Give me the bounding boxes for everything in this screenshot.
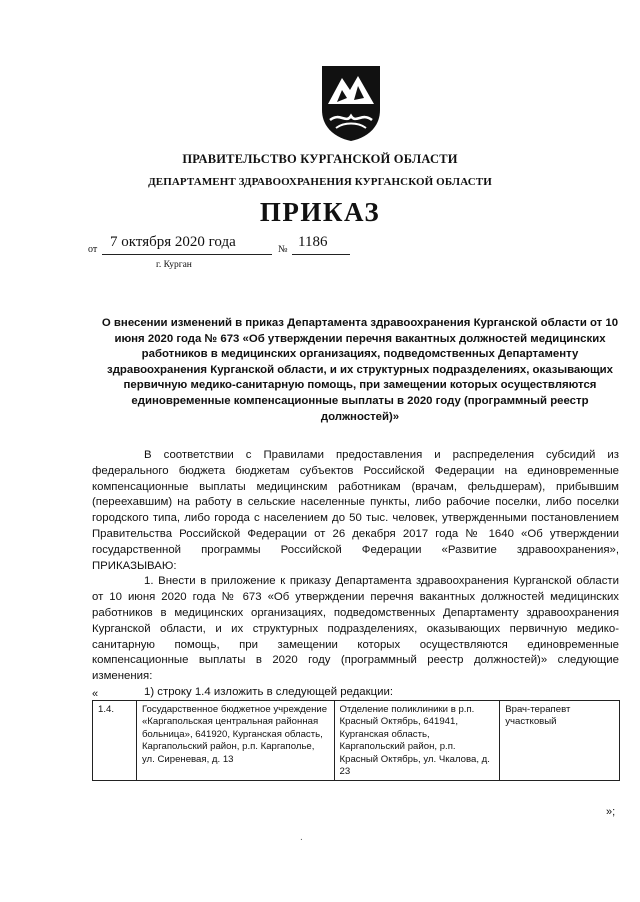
order-body xyxy=(92,448,619,701)
item-1-paragraph: 1. Внести в приложение к приказу Департамента здравоохранения Курганской области от 10 июня 2020 года № 673 «Об утверждении перечня вакантных должностей медицинских работников в медицинских организациях, подведомственных Департаменту здравоохранения Курганской области, и их структурных подразделениях, оказывающих первичную медико-санитарную помощь, при замещении которых осуществляются единовременные компенсационные выплаты в 2020 году (программный реестр должностей)» следующие изменения: xyxy=(92,575,619,683)
date-number-line xyxy=(88,236,388,260)
amendment-table xyxy=(92,700,620,781)
handwritten-number: 1186 xyxy=(298,234,328,250)
department-title: ДЕПАРТАМЕНТ ЗДРАВООХРАНЕНИЯ КУРГАНСКОЙ ОБЛАСТИ xyxy=(148,176,492,188)
number-underline xyxy=(292,254,350,255)
number-prefix: № xyxy=(278,244,288,255)
row-number-cell: 1.4. xyxy=(93,701,137,781)
government-title: ПРАВИТЕЛЬСТВО КУРГАНСКОЙ ОБЛАСТИ xyxy=(182,152,458,166)
coat-of-arms-icon xyxy=(320,64,382,142)
date-underline xyxy=(102,254,272,255)
organization-cell: Государственное бюджетное учреждение «Каргапольская центральная районная больница», 641920, Курганская область, Каргапольский район, р.п. Каргаполье, ул. Сиреневая, д. 13 xyxy=(136,701,334,781)
scan-mark: . xyxy=(300,832,303,843)
table-row xyxy=(93,701,620,781)
subdivision-cell: Отделение поликлиники в р.п. Красный Октябрь, 641941, Курганская область, Каргапольский район, р.п. Красный Октябрь, ул. Чкалова, д. 23 xyxy=(334,701,500,781)
order-subject: О внесении изменений в приказ Департамента здравоохранения Курганской области от 10 июня 2020 года № 673 «Об утверждении перечня вакантных должностей медицинских работников в медицинских организациях, подведомственных Департаменту здравоохранения Курганской области, и их структурных подразделениях, оказывающих первичную медико-санитарную помощь, при замещении которых осуществляются единовременные компенсационные выплаты в 2020 году (программный реестр должностей)» xyxy=(101,317,619,423)
position-cell: Врач-терапевт участковый xyxy=(500,701,620,781)
city-label: г. Курган xyxy=(156,260,192,270)
quote-close: »; xyxy=(606,806,616,818)
handwritten-date: 7 октября 2020 года xyxy=(110,234,236,250)
item-1-1-paragraph: 1) строку 1.4 изложить в следующей редакции: xyxy=(144,685,394,698)
date-prefix: от xyxy=(88,244,98,255)
preamble-paragraph: В соответствии с Правилами предоставления и распределения субсидий из федерального бюджета бюджетам субъектов Российской Федерации на единовременные компенсационные выплаты медицинским работникам (врачам, фельдшерам), прибывшим (переехавшим) на работу в сельские населенные пункты, либо рабочие поселки, либо поселки городского типа, либо города с населением до 50 тыс. человек, утвержденными постановлением Правительства Российской Федерации от 26 декабря 2017 года № 1640 «Об утверждении государственной программы Российской Федерации «Развитие здравоохранения», ПРИКАЗЫВАЮ: xyxy=(92,449,619,572)
document-type-title: ПРИКАЗ xyxy=(259,197,381,227)
quote-open: « xyxy=(92,688,99,700)
